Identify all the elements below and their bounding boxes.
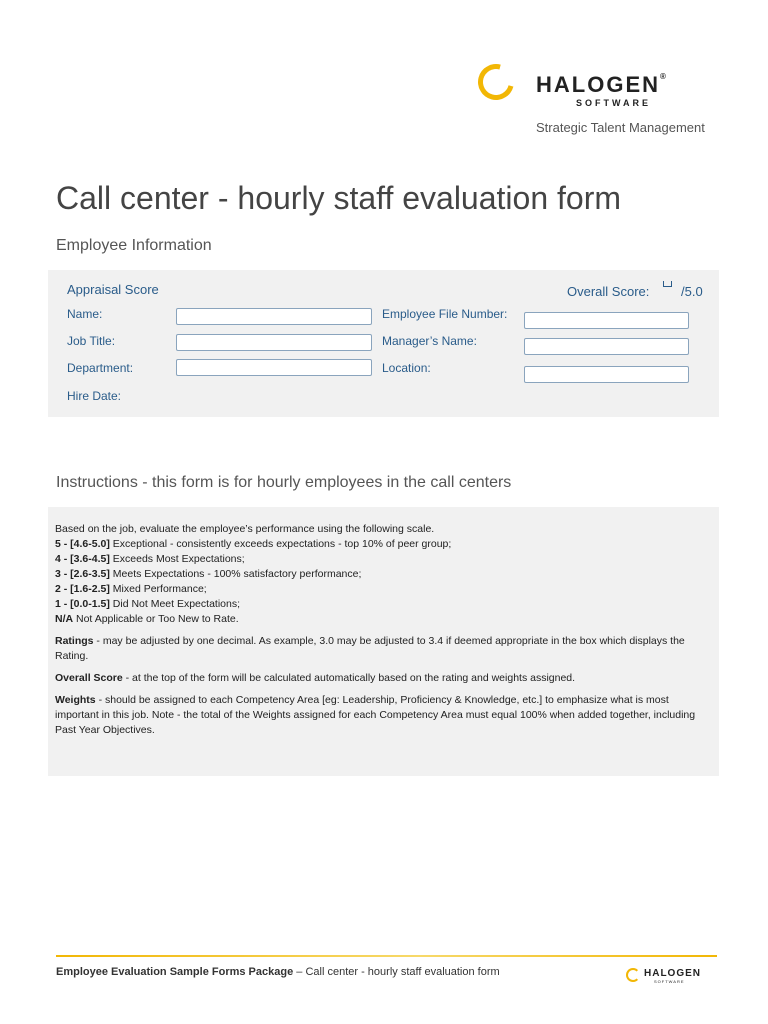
appraisal-score-label: Appraisal Score: [67, 282, 159, 297]
overall-score-paragraph: Overall Score - at the top of the form will be calculated automatically based on the rating and weights assigned.: [55, 672, 576, 684]
footer-form-name: Call center - hourly staff evaluation form: [305, 966, 500, 978]
location-label: Location:: [382, 361, 431, 375]
footer-ring-icon: [626, 968, 640, 982]
logo-subtitle: SOFTWARE: [576, 98, 651, 108]
employee-file-number-label: Employee File Number:: [382, 307, 508, 321]
employee-information-heading: Employee Information: [56, 237, 212, 254]
managers-name-field[interactable]: [524, 338, 689, 355]
department-field[interactable]: [176, 359, 372, 376]
halogen-ring-icon: [471, 57, 520, 106]
managers-name-label: Manager’s Name:: [382, 334, 477, 348]
overall-score-suffix: /5.0: [681, 284, 703, 299]
name-field[interactable]: [176, 308, 372, 325]
logo-tagline: Strategic Talent Management: [536, 120, 705, 135]
scale-item: 5 - [4.6-5.0] Exceptional - consistently exceeds expectations - top 10% of peer group;: [55, 538, 452, 550]
scale-item: 3 - [2.6-3.5] Meets Expectations - 100% satisfactory performance;: [55, 568, 362, 580]
registered-mark: ®: [660, 72, 668, 81]
scale-item: N/A Not Applicable or Too New to Rate.: [55, 613, 239, 625]
hire-date-label: Hire Date:: [67, 389, 122, 403]
halogen-logo: [476, 60, 726, 140]
footer-divider: [56, 955, 717, 957]
footer-text: Employee Evaluation Sample Forms Package – Call center - hourly staff evaluation form: [56, 966, 500, 978]
scale-item: 4 - [3.6-4.5] Exceeds Most Expectations;: [55, 553, 245, 565]
department-label: Department:: [67, 361, 134, 375]
page-title: Call center - hourly staff evaluation form: [56, 180, 621, 216]
instructions-intro: Based on the job, evaluate the employee’s performance using the following scale.: [55, 523, 435, 535]
job-title-field[interactable]: [176, 334, 372, 351]
footer-package-name: Employee Evaluation Sample Forms Package: [56, 966, 294, 978]
logo-wordmark: HALOGEN®: [536, 72, 668, 97]
footer-halogen-logo: HALOGEN SOFTWARE: [626, 967, 716, 987]
ratings-paragraph: Ratings - may be adjusted by one decimal. As example, 3.0 may be adjusted to 3.4 if deemed appropriate in the box which displays the Rating.: [55, 635, 685, 662]
overall-score-field-icon[interactable]: [663, 281, 672, 287]
weights-paragraph: Weights - should be assigned to each Competency Area [eg: Leadership, Proficiency & Knowledge, etc.] to emphasize what is most important in this job. Note - the total of the Weights assigned for each Competency Area must equal 100% when added together, including Past Year Objectives.: [55, 694, 696, 736]
name-label: Name:: [67, 307, 103, 321]
overall-score-label: Overall Score:: [567, 284, 650, 299]
employee-file-number-field[interactable]: [524, 312, 689, 329]
location-field[interactable]: [524, 366, 689, 383]
instructions-text: [55, 522, 715, 745]
instructions-heading: Instructions - this form is for hourly employees in the call centers: [56, 474, 512, 491]
scale-item: 1 - [0.0-1.5] Did Not Meet Expectations;: [55, 598, 241, 610]
instructions-scale-block: [55, 522, 715, 627]
job-title-label: Job Title:: [67, 334, 116, 348]
scale-item: 2 - [1.6-2.5] Mixed Performance;: [55, 583, 207, 595]
